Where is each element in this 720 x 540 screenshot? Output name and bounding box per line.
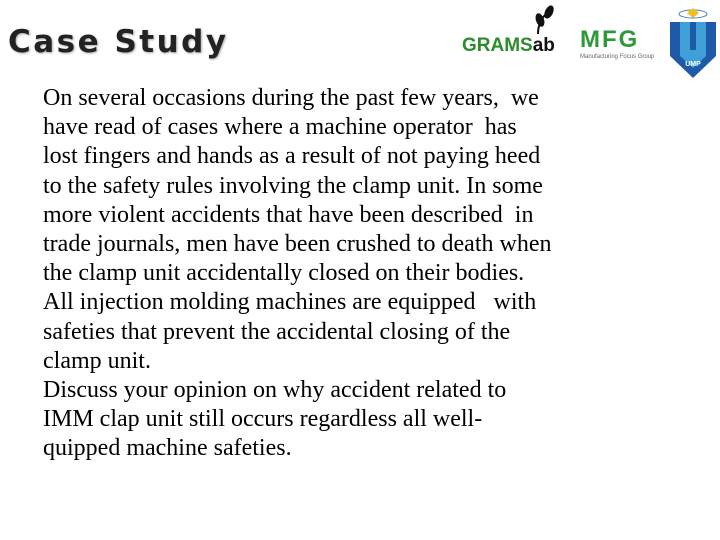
text-line: safeties that prevent the accidental closing of the xyxy=(43,318,511,345)
case-study-text xyxy=(43,84,703,464)
text-line: On several occasions during the past few years, we xyxy=(43,85,539,111)
text-line: IMM clap unit still occurs regardless all well- xyxy=(43,406,483,433)
text-line: to the safety rules involving the clamp unit. In some xyxy=(43,172,543,199)
text-line: quipped machine safeties. xyxy=(43,435,292,462)
gramslab-logo-text: GRAMS xyxy=(462,35,533,56)
text-line: have read of cases where a machine operator has xyxy=(43,114,517,141)
text-line: trade journals, men have been crushed to death when xyxy=(43,231,552,258)
mfg-logo-subtitle: Manufacturing Focus Group xyxy=(580,54,655,60)
ump-shield-icon xyxy=(668,6,718,78)
mfg-logo-text: MFG xyxy=(580,26,640,53)
text-line: lost fingers and hands as a result of not paying heed xyxy=(43,143,541,170)
leaf-icon xyxy=(532,4,556,34)
text-line: clamp unit. xyxy=(43,347,151,374)
mfg-logo xyxy=(580,28,654,61)
slide-title: Case Study xyxy=(8,24,229,60)
gramslab-logo xyxy=(462,36,555,56)
text-line: the clamp unit accidentally closed on their bodies. xyxy=(43,260,525,287)
ump-logo xyxy=(668,6,718,83)
text-line: All injection molding machines are equipped with xyxy=(43,289,537,316)
text-line: more violent accidents that have been described in xyxy=(43,201,534,228)
ump-logo-text: UMP xyxy=(685,61,701,68)
gramslab-logo-suffix: ab xyxy=(532,35,555,56)
text-line: Discuss your opinion on why accident related to xyxy=(43,377,507,404)
